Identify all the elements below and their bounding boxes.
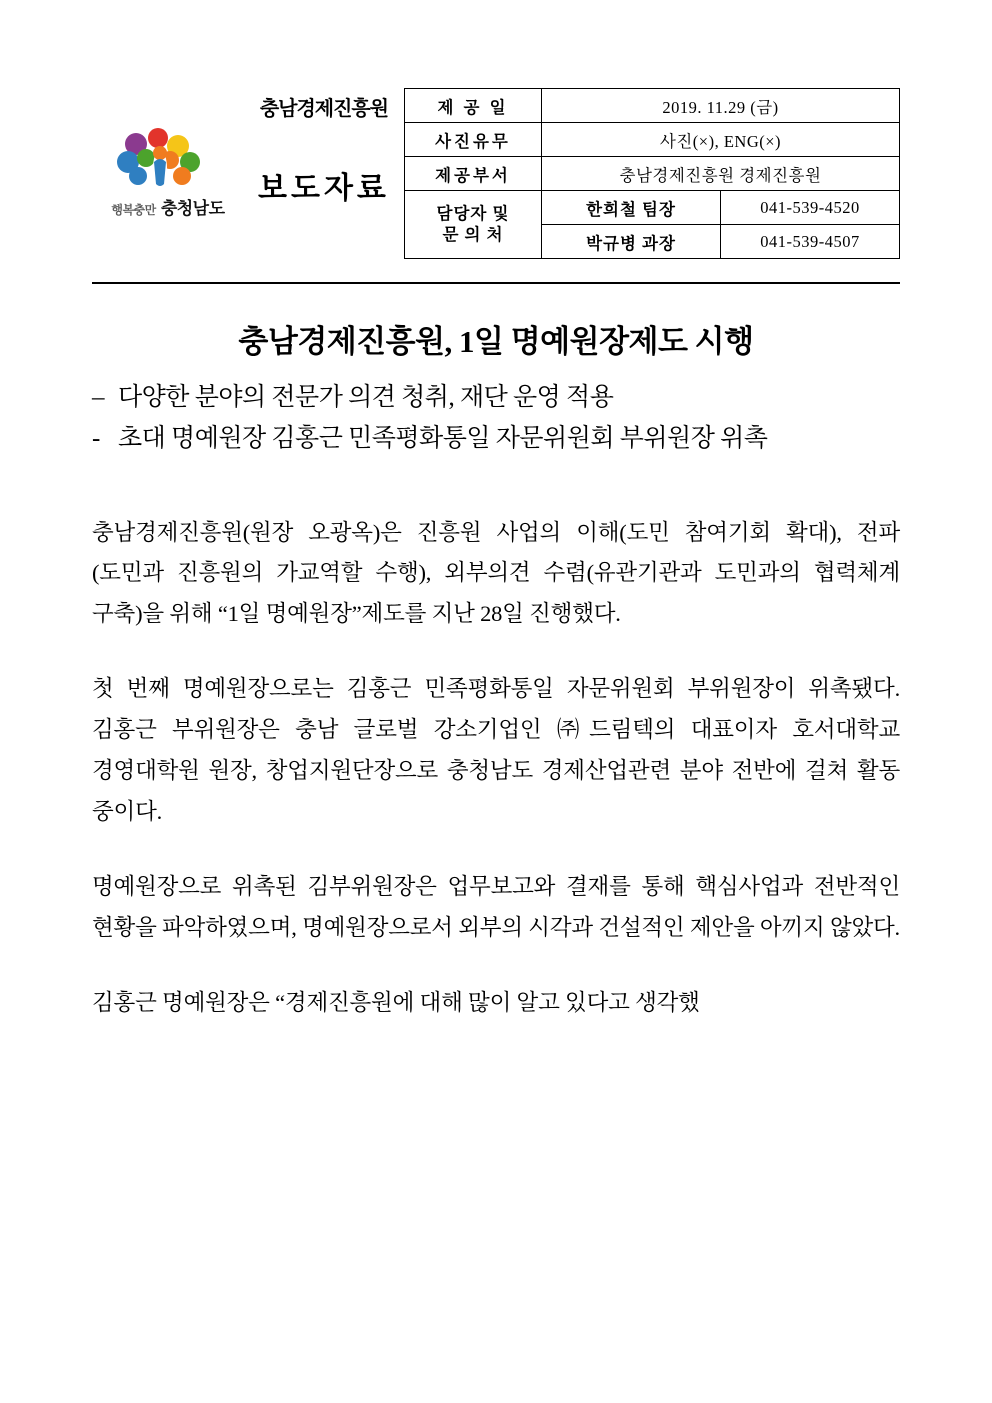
- paragraph-2: 첫 번째 명예원장으로는 김홍근 민족평화통일 자문위원회 부위원장이 위촉됐다. 김홍근 부위원장은 충남 글로벌 강소기업인 ㈜드림텍의 대표이자 호서대학교 경영대학원 원장, 창업지원단장으로 충청남도 경제산업관련 분야 전반에 걸쳐 활동 중이다.: [92, 676, 900, 825]
- contact-label-line1: 담당자 및: [436, 203, 510, 223]
- table-row: [405, 89, 900, 123]
- header-divider: [92, 282, 900, 284]
- document-kind: 보도자료: [257, 172, 390, 205]
- paragraph-1: 충남경제진흥원(원장 오광옥)은 진흥원 사업의 이해(도민 참여기회 확대), 전파(도민과 진흥원의 가교역할 수행), 외부의견 수렴(유관기관과 도민과의 협력체계 구축)을 위해 “1일 명예원장”제도를 지난 28일 진행했다.: [92, 519, 900, 627]
- dash-marker: -: [92, 424, 100, 452]
- subheadline-text-1: 다양한 분야의 전문가 의견 청취, 재단 운영 적용: [118, 384, 614, 411]
- page-title: 충남경제진흥원, 1일 명예원장제도 시행: [238, 324, 754, 359]
- table-row: [405, 157, 900, 191]
- dash-marker: –: [92, 384, 104, 411]
- table-row: [405, 123, 900, 157]
- info-value-photo: 사진(×), ENG(×): [542, 123, 900, 157]
- info-label-contact: [405, 191, 542, 259]
- document-header: [92, 60, 900, 260]
- paragraph-3: 명예원장으로 위촉된 김부위원장은 업무보고와 결재를 통해 핵심사업과 전반적인 현황을 파악하였으며, 명예원장으로서 외부의 시각과 건설적인 제안을 아끼지 않았다.: [92, 874, 900, 940]
- list-item: [92, 420, 900, 459]
- info-value-date: 2019. 11.29 (금): [542, 89, 900, 123]
- paragraph-4: 김홍근 명예원장은 “경제진흥원에 대해 많이 알고 있다고 생각했: [92, 989, 700, 1015]
- info-table-wrap: [404, 60, 900, 259]
- logo-block: [92, 60, 244, 219]
- press-release-info-table: [404, 88, 900, 259]
- contact-label-line2: 문 의 처: [442, 224, 504, 244]
- table-row: [405, 191, 900, 225]
- organization-name: 충남경제진흥원: [259, 98, 389, 120]
- title-block: [244, 60, 404, 207]
- contact-phone-2: 041-539-4507: [721, 225, 900, 259]
- contact-name-2: 박규병 과장: [542, 225, 721, 259]
- logo-caption: [111, 194, 224, 219]
- chungcheongnam-do-logo-icon: [102, 128, 234, 192]
- subheadline-text-2: 초대 명예원장 김홍근 민족평화통일 자문위원회 부위원장 위촉: [118, 424, 768, 452]
- info-value-department: 충남경제진흥원 경제진흥원: [542, 157, 900, 191]
- contact-phone-1: 041-539-4520: [721, 191, 900, 225]
- contact-name-1: 한희철 팀장: [542, 191, 721, 225]
- list-item: [92, 379, 900, 418]
- info-label-department: 제공부서: [405, 157, 542, 191]
- info-label-date: 제 공 일: [405, 89, 542, 123]
- subheadline-list: [92, 379, 900, 459]
- article-body: [92, 513, 900, 1024]
- logo-happy-text: 행복충만: [111, 203, 156, 217]
- logo-province-text: 충청남도: [160, 199, 225, 219]
- info-label-photo: 사진유무: [405, 123, 542, 157]
